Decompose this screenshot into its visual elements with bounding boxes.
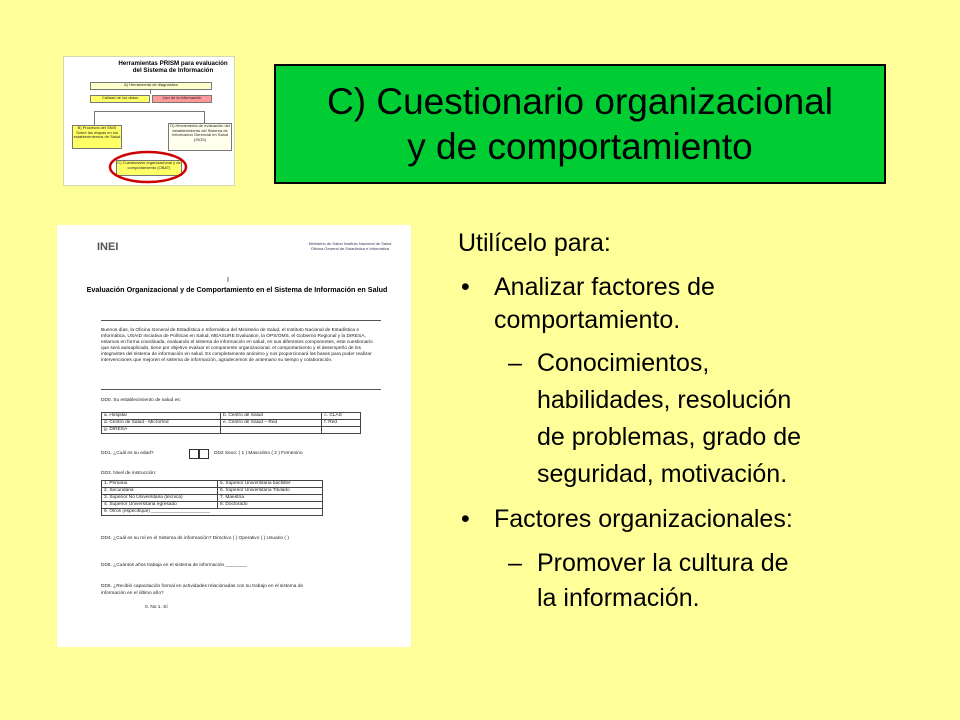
bullet-marker: • — [461, 273, 470, 301]
dd3-options-table — [101, 480, 323, 516]
diagram-thumbnail — [63, 56, 235, 186]
question-dd3: DD3. Nivel de instrucción: — [101, 471, 157, 476]
question-dd1: DD1. ¿Cuál es su edad? — [101, 451, 154, 456]
table-row — [102, 488, 323, 495]
slide-title — [327, 79, 833, 169]
thumbnail-box-bottom: C) Cuestionario organizacional y de comportamiento (OBAT) — [116, 160, 182, 176]
intro-text: Utilícelo para: — [458, 229, 611, 257]
table-row — [102, 502, 323, 509]
table-cell: 4. Superior Universitaria egresado — [102, 502, 218, 509]
question-dd6-line2: información en el último año? — [101, 591, 164, 596]
bullet-2-line-1: Factores organizacionales: — [494, 505, 793, 533]
thumbnail-box-top: A) Herramienta de diagnóstico — [90, 82, 212, 90]
table-row — [102, 509, 323, 516]
table-cell: 5. Superior Universitaria bachiller — [218, 481, 323, 488]
table-cell: 9. Otros (especifique) ______________________ — [102, 509, 323, 516]
sub-bullet-marker: – — [508, 549, 522, 577]
table-cell: b. Centro de Salud — [221, 413, 322, 420]
thumbnail-box-mid-right: Uso de la información — [152, 95, 212, 103]
dd0-options-table — [101, 412, 361, 434]
title-line-2: y de comportamiento — [407, 126, 753, 167]
question-dd6-answers: 0. No 1. Sí — [145, 605, 168, 610]
table-row — [102, 420, 361, 427]
sub-bullet-1-line-1: Conocimientos, — [537, 349, 710, 377]
question-dd5: DD5. ¿Cuántos años trabaja en el sistema de información ________ — [101, 563, 247, 568]
thumbnail-box-left: B) Procesos del SNIS Sobre las etapas en los establecimientos de Salud — [72, 125, 122, 149]
document-title: Evaluación Organizacional y de Comportamiento en el Sistema de Información en Salud — [86, 285, 388, 294]
bullet-marker: • — [461, 505, 470, 533]
ministry-logo: Ministerio de Salud Instituto Nacional de Salud Oficina General de Estadística e Informática — [308, 241, 392, 251]
divider — [101, 320, 381, 321]
question-dd0: DD0. Su establecimiento de salud es: — [101, 398, 181, 403]
table-cell: 3. Superior No Universitaria (técnica) — [102, 495, 218, 502]
question-dd2: DD2 Sexo: ( 1 ) Masculino ( 2 ) Femenino — [214, 451, 303, 456]
table-cell: 7. Maestría — [218, 495, 323, 502]
table-cell: 2. Secundaria — [102, 488, 218, 495]
document-marker: I — [227, 277, 229, 284]
table-cell: g. DIRESA — [102, 427, 221, 434]
table-cell: 8. Doctorado — [218, 502, 323, 509]
table-cell: c. CLAS — [322, 413, 361, 420]
table-cell: f. Red — [322, 420, 361, 427]
table-row — [102, 413, 361, 420]
sub-bullet-1-line-4: seguridad, motivación. — [537, 460, 788, 488]
document-intro: Buenos días, la Oficina General de Estadística e Informática del Ministerio de Salud, el Instituto Nacional de Estadística e Informática, USAID Iniciativa de Políticas en Salud, MEASURE Evaluation, la OPS/OMS, el Gobierno Regional y la DIRESA, estamos en forma coordinada, evaluando el sistema de información en salud, en sus diferentes componentes, este cuestionario que será autoaplicado, tiene por objetivo evaluar el componente organizacional, el comportamiento y el desempeño de los integrantes del sistema de información en salud. Es completamente anónimo y nos proporcionará las bases para poder realizar intervenciones que mejoren el sistema de información, agradecemos de antemano su tiempo y colaboración. — [101, 328, 373, 363]
thumbnail-box-mid-left: Calidad de los datos — [90, 95, 150, 103]
thumbnail-box-right: D) Herramienta de evaluación del establecimiento del Sistema de Información Gerencial en Salud (SIGS) — [168, 123, 232, 151]
table-cell: a. Hospital — [102, 413, 221, 420]
bullet-1-line-1: Analizar factores de — [494, 273, 715, 301]
sub-bullet-1-line-3: de problemas, grado de — [537, 423, 802, 451]
age-box — [198, 449, 209, 459]
table-cell: e. Centro de Salud – Red — [221, 420, 322, 427]
question-dd6-line1: DD6. ¿Recibió capacitación formal en actividades relacionadas con su trabajo en el sistema de — [101, 584, 304, 589]
table-row — [102, 481, 323, 488]
sub-bullet-marker: – — [508, 349, 522, 377]
table-row — [102, 427, 361, 434]
table-cell: d. Centro de Salud - Microrred — [102, 420, 221, 427]
highlight-circle — [64, 57, 234, 185]
question-dd4: DD4. ¿Cuál es su rol en el Sistema de información? Directivo ( ) Operativo ( ) Usuario ( ) — [101, 536, 289, 541]
table-cell — [322, 427, 361, 434]
questionnaire-document-image — [57, 225, 411, 647]
sub-bullet-1-line-2: habilidades, resolución — [537, 386, 792, 414]
title-box — [274, 64, 886, 184]
table-cell: 1. Primaria — [102, 481, 218, 488]
sub-bullet-2-line-1: Promover la cultura de — [537, 549, 789, 577]
thumbnail-title: Herramientas PRISM para evaluación del Sistema de Información — [118, 60, 228, 74]
table-cell: 6. Superior Universitaria Titulado — [218, 488, 323, 495]
sub-bullet-2-line-2: la información. — [537, 584, 700, 612]
divider — [101, 389, 381, 390]
table-row — [102, 495, 323, 502]
inei-logo: INEI — [97, 241, 119, 253]
title-line-1: C) Cuestionario organizacional — [327, 81, 833, 122]
table-cell — [221, 427, 322, 434]
bullet-1-line-2: comportamiento. — [494, 306, 681, 334]
